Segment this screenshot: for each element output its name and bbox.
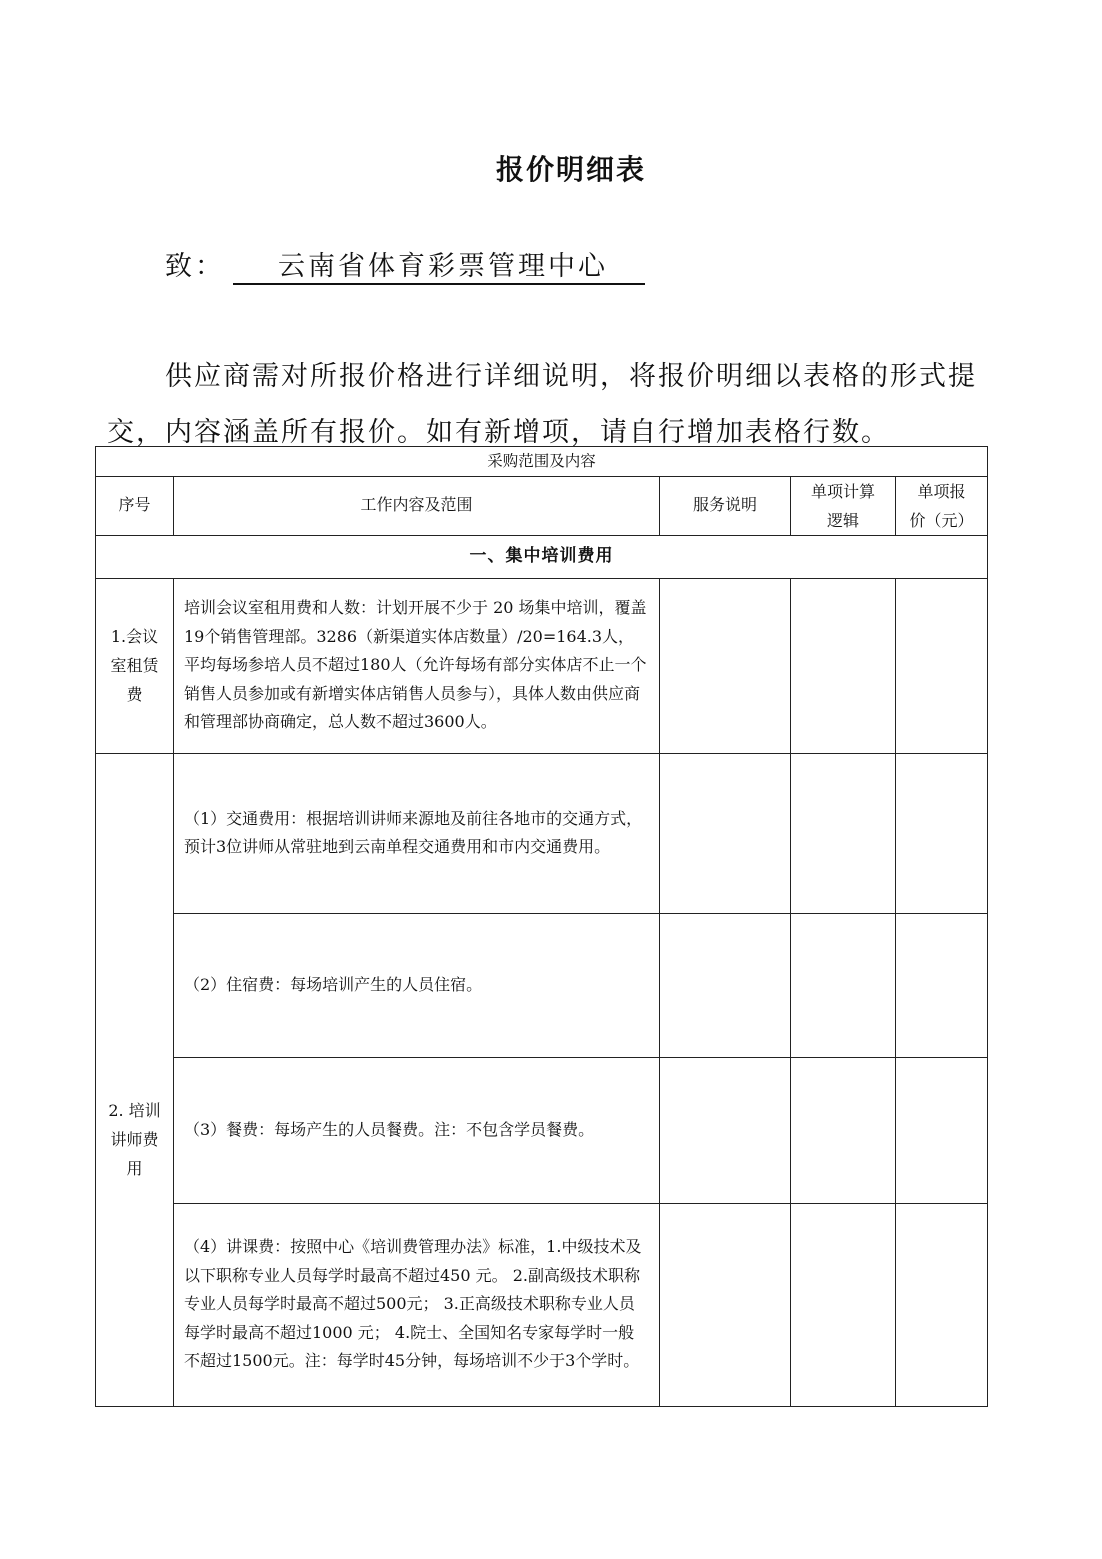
row1-logic-cell[interactable]: [791, 578, 896, 753]
section-row: [96, 535, 988, 578]
table-row: [96, 578, 988, 753]
addressee: 云南省体育彩票管理中心: [233, 244, 645, 285]
page-title: 报价明细表: [495, 153, 646, 186]
scope-header: 采购范围及内容: [96, 447, 988, 477]
table-row: [96, 1057, 988, 1203]
row2-item4-service-cell[interactable]: [660, 1203, 791, 1406]
header-logic-line1: 单项计算: [810, 481, 875, 501]
row1-service-cell[interactable]: [660, 578, 791, 753]
row2-item1: （1）交通费用：根据培训讲师来源地及前往各地市的交通方式，预计3位讲师从常驻地到云南单程交通费用和市内交通费用。: [174, 753, 660, 913]
row1-price-cell[interactable]: [896, 578, 988, 753]
row2-no: 2. 培训讲师费用: [96, 753, 174, 1406]
row2-item3-service-cell[interactable]: [660, 1057, 791, 1203]
header-price-line1: 单项报: [917, 481, 966, 501]
row2-item4-price-cell[interactable]: [896, 1203, 988, 1406]
header-content: 工作内容及范围: [174, 476, 660, 535]
quote-table: [95, 446, 988, 1407]
row2-item2-service-cell[interactable]: [660, 913, 791, 1057]
row1-no: 1.会议室租赁费: [96, 578, 174, 753]
row2-item1-price-cell[interactable]: [896, 753, 988, 913]
row2-item2: （2）住宿费：每场培训产生的人员住宿。: [174, 913, 660, 1057]
column-header-row: [96, 476, 988, 535]
header-logic-line2: 逻辑: [826, 510, 859, 530]
row2-item3: （3）餐费：每场产生的人员餐费。注：不包含学员餐费。: [174, 1057, 660, 1203]
header-price: [896, 476, 988, 535]
header-logic: [791, 476, 896, 535]
header-price-line2: 价（元）: [909, 510, 974, 530]
scope-header-row: [96, 447, 988, 477]
row2-item2-logic-cell[interactable]: [791, 913, 896, 1057]
table-row: [96, 753, 988, 913]
table-row: [96, 913, 988, 1057]
header-no: 序号: [96, 476, 174, 535]
row2-item2-price-cell[interactable]: [896, 913, 988, 1057]
table-row: [96, 1203, 988, 1406]
addressee-line: [165, 244, 645, 285]
row2-item1-logic-cell[interactable]: [791, 753, 896, 913]
row2-item3-price-cell[interactable]: [896, 1057, 988, 1203]
row2-item4: （4）讲课费：按照中心《培训费管理办法》标准，1.中级技术及以下职称专业人员每学时最高不超过450 元。 2.副高级技术职称专业人员每学时最高不超过500元； 3.正高级技术职称专业人员每学时最高不超过1000 元； 4.院士、全国知名专家每学时一般不超过1500元。注：每学时45分钟，每场培训不少于3个学时。: [174, 1203, 660, 1406]
intro-line-2: 交，内容涵盖所有报价。如有新增项，请自行增加表格行数。: [107, 417, 890, 448]
section-title: 一、集中培训费用: [96, 535, 988, 578]
row2-item4-logic-cell[interactable]: [791, 1203, 896, 1406]
row2-item3-logic-cell[interactable]: [791, 1057, 896, 1203]
intro-line-1: 供应商需对所报价格进行详细说明，将报价明细以表格的形式提: [165, 361, 977, 392]
header-service: 服务说明: [660, 476, 791, 535]
row2-item1-service-cell[interactable]: [660, 753, 791, 913]
row1-content: 培训会议室租用费和人数：计划开展不少于 20 场集中培训，覆盖19个销售管理部。3286（新渠道实体店数量）/20=164.3人，平均每场参培人员不超过180人（允许每场有部分实体店不止一个销售人员参加或有新增实体店销售人员参与），具体人数由供应商和管理部协商确定，总人数不超过3600人。: [174, 578, 660, 753]
to-label: 致：: [165, 251, 225, 282]
